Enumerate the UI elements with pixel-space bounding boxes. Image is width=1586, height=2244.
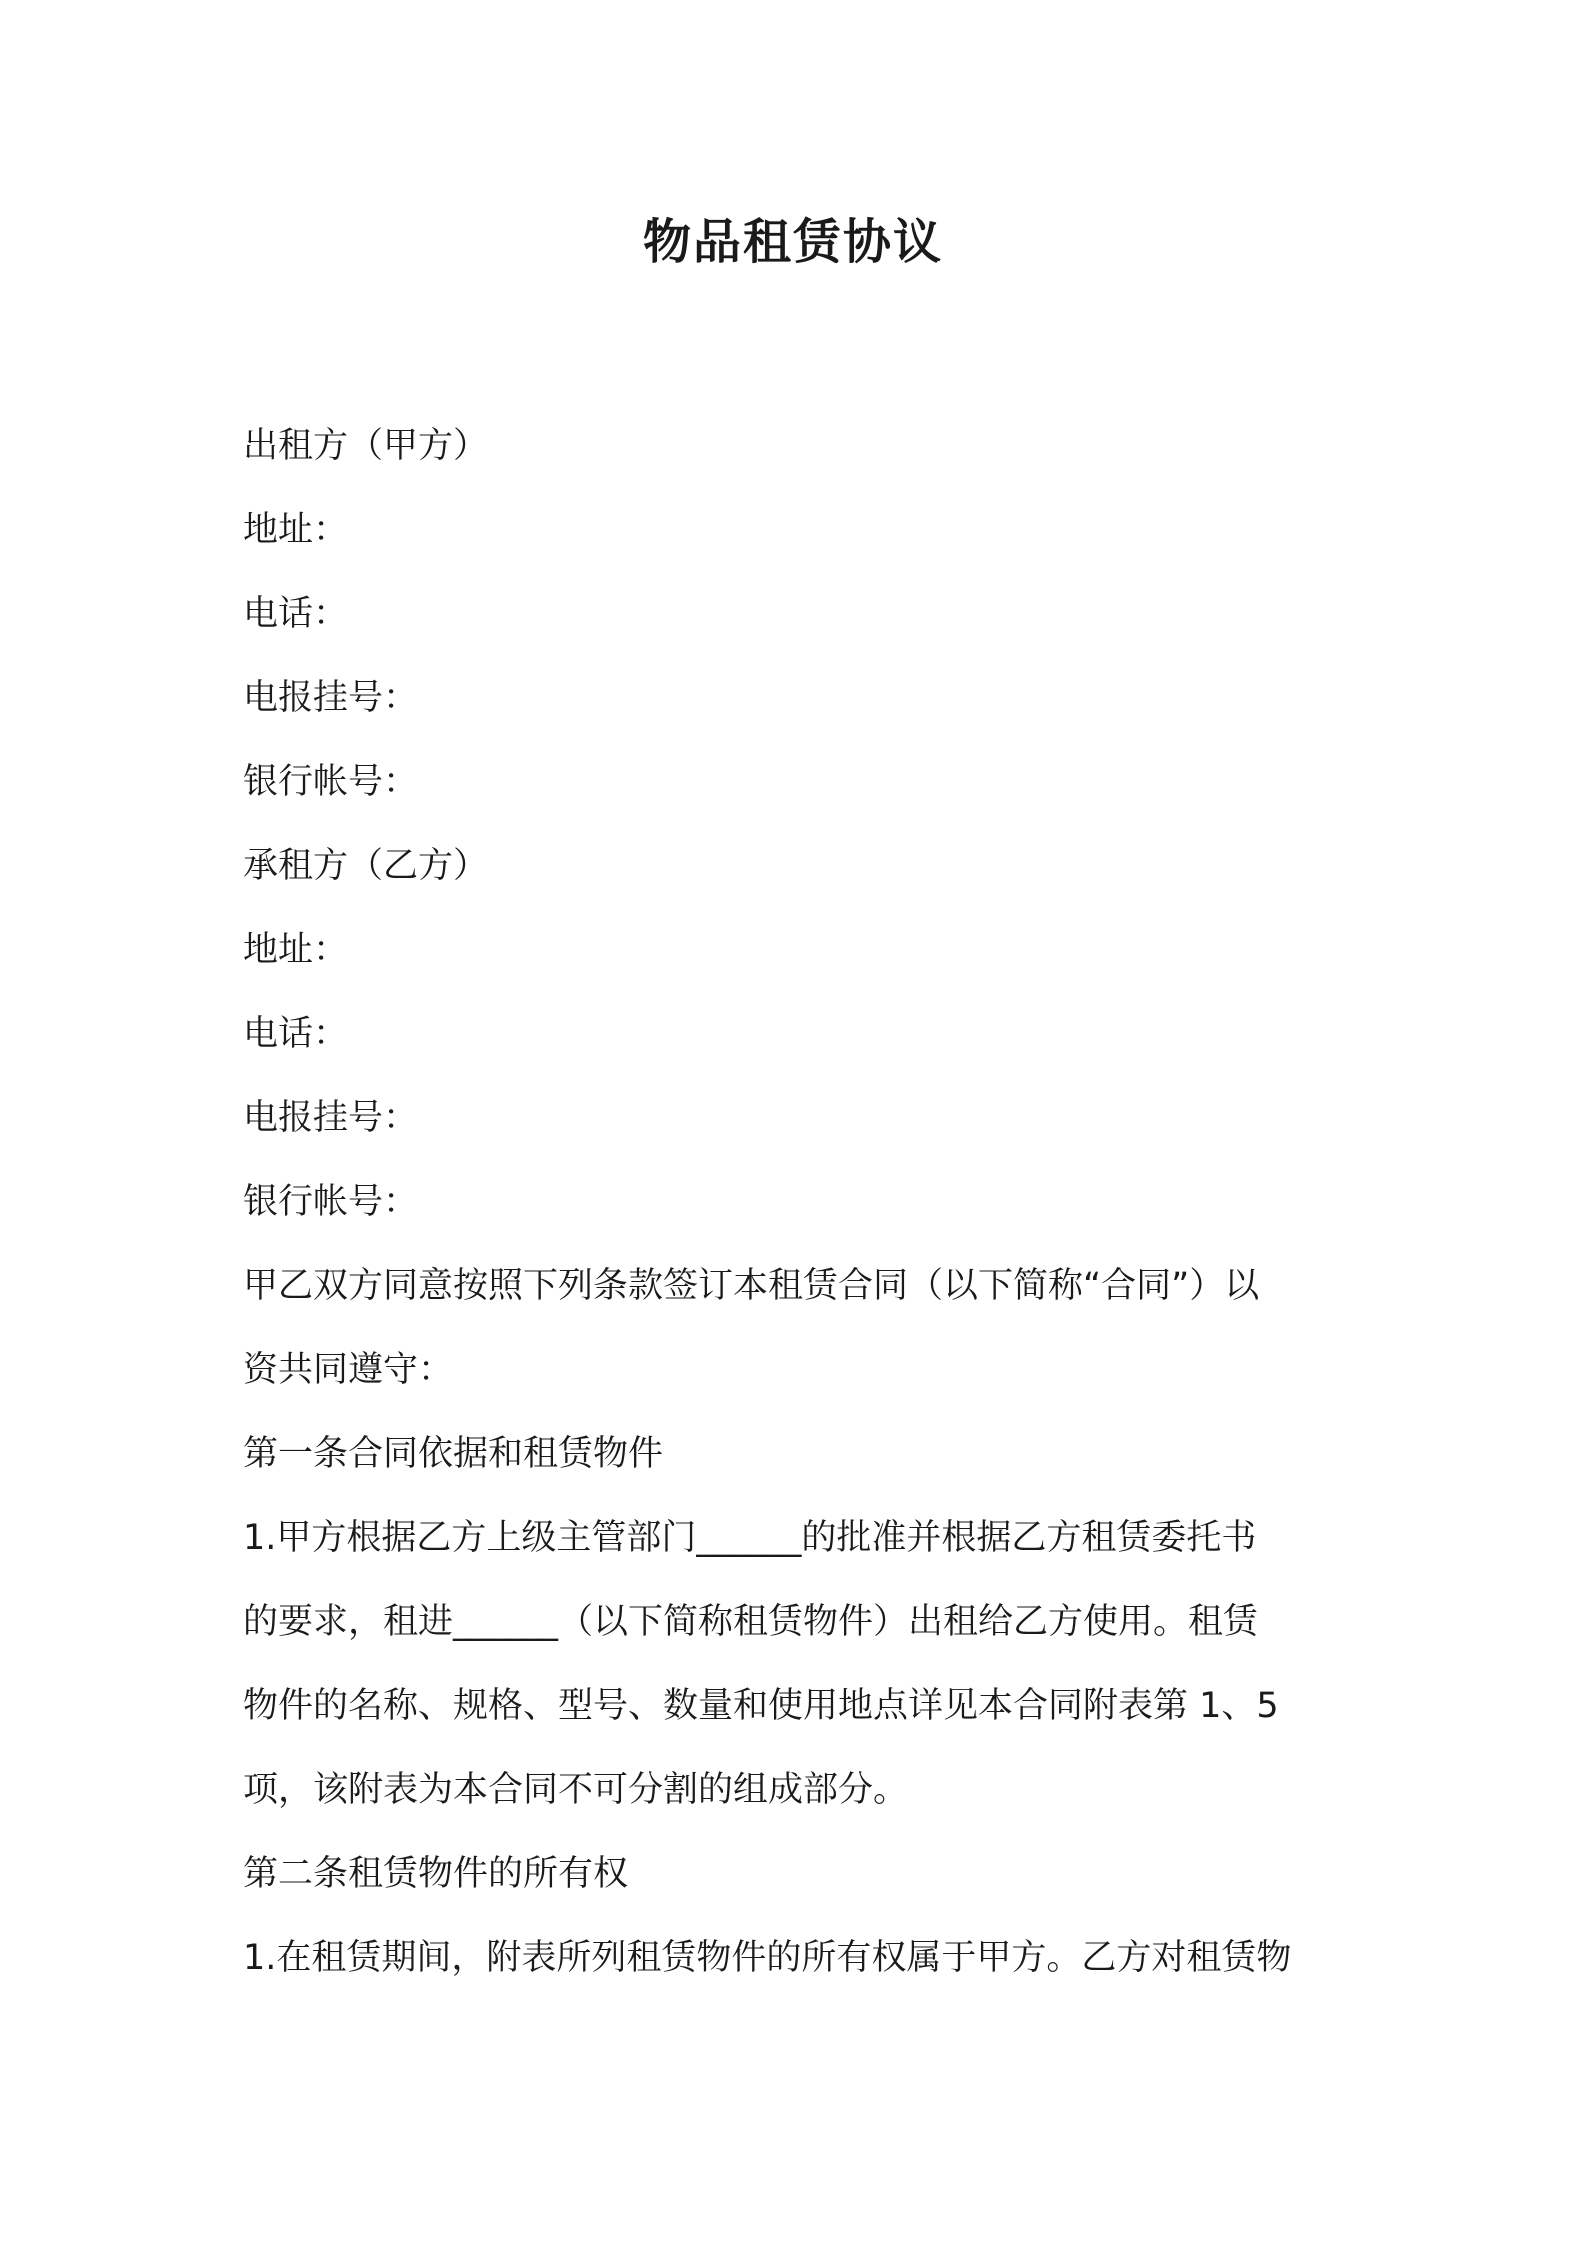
lessee-address-label: 地址： (243, 930, 349, 970)
article1-clause1-line: 的要求，租进______（以下简称租赁物件）出租给乙方使用。租赁 (243, 1602, 1259, 1642)
lessor-bank-account-label: 银行帐号： (243, 762, 419, 802)
document-body (243, 404, 1353, 2000)
document-title: 物品租赁协议 (642, 214, 943, 270)
lessor-address-label: 地址： (243, 510, 349, 550)
preamble-line: 资共同遵守： (243, 1350, 454, 1390)
lessee-bank-account-label: 银行帐号： (243, 1182, 419, 1222)
lessee-phone-label: 电话： (243, 1014, 349, 1054)
article1-clause1-line: 1.甲方根据乙方上级主管部门______的批准并根据乙方租赁委托书 (243, 1518, 1257, 1558)
article1-heading: 第一条合同依据和租赁物件 (243, 1434, 664, 1474)
lessee-telegraph-label: 电报挂号： (243, 1098, 419, 1138)
lessor-heading: 出租方（甲方） (243, 426, 489, 466)
article1-clause1-line: 物件的名称、规格、型号、数量和使用地点详见本合同附表第 1、5 (243, 1686, 1279, 1726)
lessee-heading: 承租方（乙方） (243, 846, 489, 886)
lessor-phone-label: 电话： (243, 594, 349, 634)
lessor-telegraph-label: 电报挂号： (243, 678, 419, 718)
preamble-line: 甲乙双方同意按照下列条款签订本租赁合同（以下简称“合同”）以 (243, 1266, 1260, 1306)
article2-clause1-line: 1.在租赁期间，附表所列租赁物件的所有权属于甲方。乙方对租赁物 (243, 1938, 1292, 1978)
article1-clause1-line: 项，该附表为本合同不可分割的组成部分。 (243, 1770, 909, 1810)
article2-heading: 第二条租赁物件的所有权 (243, 1854, 629, 1894)
